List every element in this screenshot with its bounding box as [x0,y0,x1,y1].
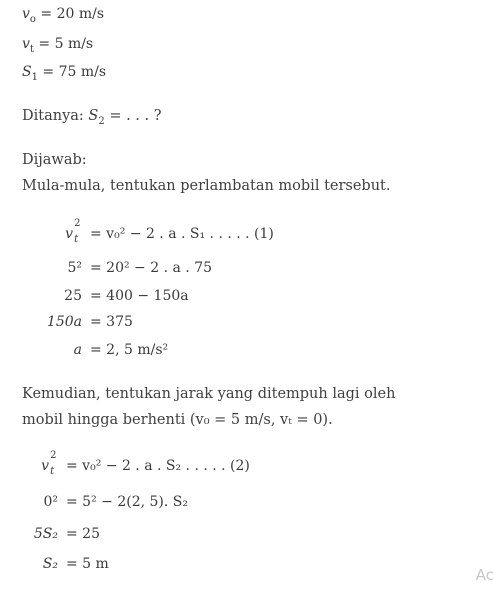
eq1-row-1-right [90,226,470,248]
step1-text: Mula-mula, tentukan perlambatan mobil tersebut. [22,178,391,194]
eq1-left-5: a [73,342,82,358]
step2-text-line1: Kemudian, tentukan jarak yang ditempuh lagi oleh [22,386,396,402]
eq1-row-2-right [90,260,470,282]
eq2-right-2: = 5² − 2(2, 5). S₂ [66,494,188,510]
question-symbol: $S_2$ [88,108,105,127]
given-s1-symbol: $S_1$ [22,64,38,83]
eq1-row-1-left [0,218,82,248]
eq2-right-4: = 5 m [66,556,109,572]
given-vo-symbol: $v_o$ [22,6,36,25]
eq2-left-4: S₂ [42,556,58,572]
question-line [22,108,162,127]
eq2-row-3-left [0,526,58,548]
question-rest: = . . . ? [109,108,162,124]
eq1-right-4: = 375 [90,314,133,330]
eq1-row-4-right [90,314,470,336]
eq2-right-3: = 25 [66,526,100,542]
given-vo-value: = 20 m/s [40,6,105,22]
given-vo [22,6,104,25]
question-label: Ditanya: [22,108,84,124]
answer-label: Dijawab: [22,152,87,168]
v-symbol: v 2 t [65,218,81,245]
eq1-row-3-right [90,288,470,310]
eq2-row-4-right [66,556,466,578]
eq1-left-3: 25 [64,288,82,304]
eq2-left-1 [41,450,58,477]
eq2-left-3: 5S₂ [33,526,58,542]
eq2-row-2-right [66,494,466,516]
eq1-row-5-right [90,342,470,364]
eq1-left-4: 150a [46,314,82,330]
eq2-right-1: = v₀² − 2 . a . S₂ . . . . . (2) [66,458,250,474]
eq2-row-2-left [0,494,58,516]
v-symbol: v 2 t [41,450,57,477]
given-vt-symbol: $v_t$ [22,36,34,55]
given-vt-value: = 5 m/s [38,36,94,52]
watermark-text: Ac [475,566,494,584]
eq2-row-3-right [66,526,466,548]
eq1-right-5: = 2, 5 m/s² [90,342,169,358]
eq2-row-4-left [0,556,58,578]
eq1-left-1 [65,218,82,245]
eq1-right-1: = v₀² − 2 . a . S₁ . . . . . (1) [90,226,274,242]
eq1-right-3: = 400 − 150a [90,288,189,304]
eq1-right-2: = 20² − 2 . a . 75 [90,260,213,276]
eq2-row-1-right [66,458,466,480]
eq1-row-2-left [0,260,82,282]
eq1-row-3-left [0,288,82,310]
eq1-row-5-left [0,342,82,364]
eq2-row-1-left [0,450,58,480]
given-s1 [22,64,106,83]
eq1-left-2: 5² [67,260,82,276]
eq1-row-4-left [0,314,82,336]
eq2-left-2: 0² [43,494,58,510]
step2-text-line2: mobil hingga berhenti (v₀ = 5 m/s, vₜ = 0). [22,412,333,428]
given-s1-value: = 75 m/s [42,64,107,80]
given-vt [22,36,93,55]
